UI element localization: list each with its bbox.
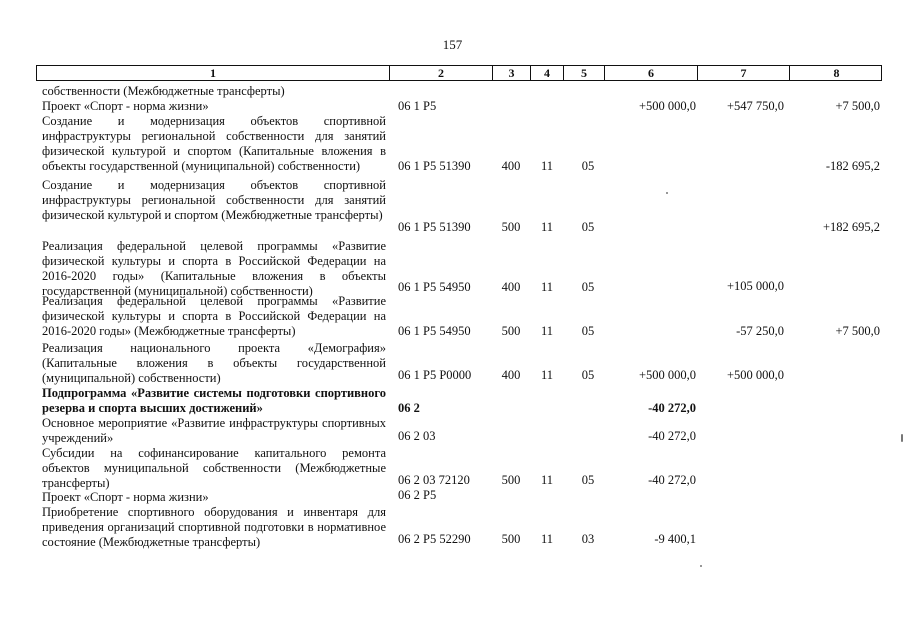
scan-speck <box>700 565 702 567</box>
row-description: Реализация федеральной целевой программы «Развитие физической культуры и спорта в Российской Федерации на 2016-2020 годы» (Капитальные вложения в объекты государственной (муниципальной) собственности) <box>42 239 386 298</box>
row-code: 06 1 P5 51390 <box>398 220 471 234</box>
header-col-1: 1 <box>37 66 390 80</box>
row-col3: 500 <box>501 220 521 234</box>
row-col4: 11 <box>540 220 554 234</box>
scan-speck <box>901 434 903 442</box>
row-description: Субсидии на софинансирование капитального ремонта объектов муниципальной собственности (Межбюджетные трансферты) <box>42 446 386 490</box>
page-number: 157 <box>442 37 463 52</box>
row-col4: 11 <box>540 324 554 338</box>
row-description: Проект «Спорт - норма жизни» <box>42 490 209 504</box>
row-col4: 11 <box>540 280 554 294</box>
row-code: 06 1 P5 51390 <box>398 159 471 173</box>
row-col5: 05 <box>581 280 595 294</box>
row-col4: 11 <box>540 532 554 546</box>
row-code: 06 1 P5 54950 <box>398 324 471 338</box>
row-description: Реализация национального проекта «Демография» (Капитальные вложения в объекты государственной (муниципальной) собственности) <box>42 341 386 385</box>
row-col8: +7 500,0 <box>835 324 880 338</box>
row-code: 06 2 <box>398 401 420 415</box>
row-col3: 500 <box>501 324 521 338</box>
row-col7: +105 000,0 <box>726 279 784 293</box>
row-col8: +182 695,2 <box>822 220 880 234</box>
row-col7: +547 750,0 <box>726 99 784 113</box>
row-col6: -40 272,0 <box>648 429 696 443</box>
row-description: Реализация федеральной целевой программы «Развитие физической культуры и спорта в Российской Федерации на 2016-2020 годы» (Межбюджетные трансферты) <box>42 294 386 338</box>
row-col4: 11 <box>540 473 554 487</box>
row-description: Подпрограмма «Развитие системы подготовки спортивного резерва и спорта высших достижений» <box>42 386 386 415</box>
row-col4: 11 <box>540 368 554 382</box>
row-col7: +500 000,0 <box>726 368 784 382</box>
row-code: 06 2 P5 52290 <box>398 532 471 546</box>
row-code: 06 2 03 72120 <box>398 473 470 487</box>
row-col5: 05 <box>581 220 595 234</box>
row-col3: 400 <box>501 280 521 294</box>
row-col6: +500 000,0 <box>638 368 696 382</box>
row-col8: -182 695,2 <box>825 159 880 173</box>
row-col5: 05 <box>581 159 595 173</box>
row-code: 06 1 P5 P0000 <box>398 368 472 382</box>
row-code: 06 2 03 <box>398 429 436 443</box>
scan-speck <box>666 192 668 194</box>
row-col6: +500 000,0 <box>638 99 696 113</box>
row-col8: +7 500,0 <box>835 99 880 113</box>
row-col5: 03 <box>581 532 595 546</box>
row-col6: -40 272,0 <box>648 401 696 415</box>
row-col5: 05 <box>581 324 595 338</box>
row-col6: -9 400,1 <box>654 532 696 546</box>
row-col5: 05 <box>581 368 595 382</box>
row-col7: -57 250,0 <box>736 324 784 338</box>
header-col-3: 3 <box>493 66 531 80</box>
row-col6: -40 272,0 <box>648 473 696 487</box>
row-description: собственности (Межбюджетные трансферты) <box>42 84 285 98</box>
header-col-2: 2 <box>390 66 493 80</box>
row-description: Проект «Спорт - норма жизни» <box>42 99 209 113</box>
row-description: Создание и модернизация объектов спортивной инфраструктуры региональной собственности для занятий физической культурой и спортом (Капитальные вложения в объекты государственной (муниципальной) собственности) <box>42 114 386 173</box>
row-code: 06 1 P5 54950 <box>398 280 471 294</box>
header-col-6: 6 <box>605 66 698 80</box>
row-description: Приобретение спортивного оборудования и инвентаря для приведения организаций спортивной подготовки в нормативное состояние (Межбюджетные трансферты) <box>42 505 386 549</box>
header-col-8: 8 <box>833 66 840 80</box>
row-code: 06 2 P5 <box>398 488 437 502</box>
row-description: Создание и модернизация объектов спортивной инфраструктуры региональной собственности для занятий физической культурой и спортом (Межбюджетные трансферты) <box>42 178 386 222</box>
row-col3: 400 <box>501 159 521 173</box>
row-description: Основное мероприятие «Развитие инфраструктуры спортивных учреждений» <box>42 416 386 445</box>
row-col4: 11 <box>540 159 554 173</box>
row-col5: 05 <box>581 473 595 487</box>
row-code: 06 1 P5 <box>398 99 437 113</box>
row-col3: 500 <box>501 532 521 546</box>
header-col-5: 5 <box>564 66 605 80</box>
table-header <box>36 65 882 81</box>
row-col3: 500 <box>501 473 521 487</box>
header-col-4: 4 <box>531 66 564 80</box>
header-col-7: 7 <box>698 66 790 80</box>
row-col3: 400 <box>501 368 521 382</box>
